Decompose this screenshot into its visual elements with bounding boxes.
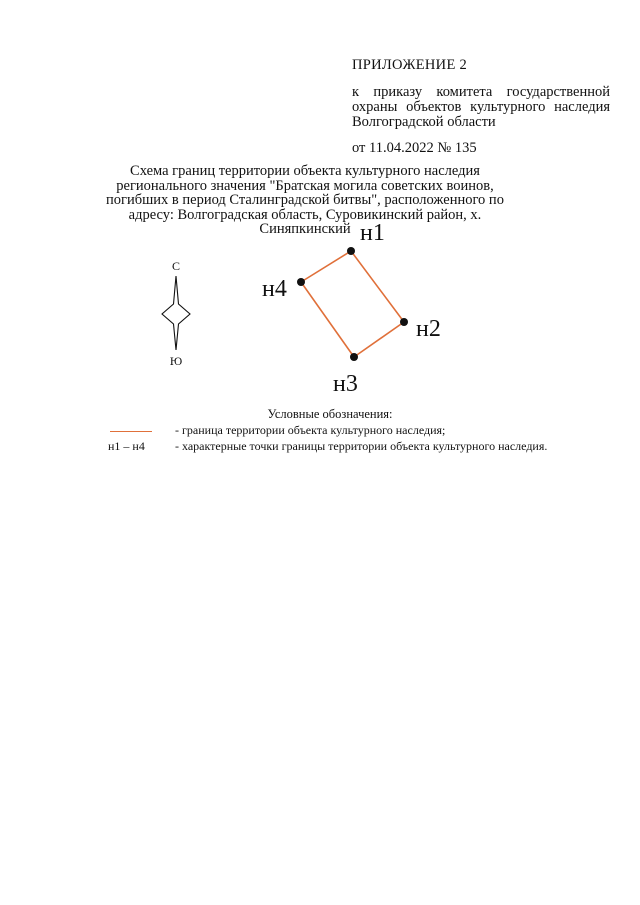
point-marker-n1 bbox=[347, 247, 355, 255]
boundary-point-labels bbox=[262, 220, 441, 397]
legend-title: Условные обозначения: bbox=[267, 407, 393, 421]
point-label-n4: н4 bbox=[262, 276, 287, 302]
point-marker-n2 bbox=[400, 318, 408, 326]
compass-star-icon bbox=[162, 276, 190, 350]
legend-line-swatch bbox=[110, 431, 152, 432]
compass-north-label: С bbox=[171, 259, 181, 273]
legend-key-line bbox=[108, 423, 172, 438]
annex-header bbox=[352, 58, 610, 156]
point-marker-n3 bbox=[350, 353, 358, 361]
annex-title: ПРИЛОЖЕНИЕ 2 bbox=[352, 57, 468, 73]
legend-row-boundary bbox=[108, 422, 445, 438]
annex-date: от 11.04.2022 № 135 bbox=[352, 140, 477, 156]
legend-points-key: н1 – н4 bbox=[108, 438, 145, 453]
boundary-points bbox=[297, 247, 408, 361]
scheme-title: Схема границ территории объекта культурного наследия регионального значения "Братская могила советских воинов, погибших в период Сталинградской битвы", расположенного по адресу: Волгоградская область, Суровикинский район, х. Синяпкинский bbox=[106, 163, 504, 237]
point-label-n2: н2 bbox=[416, 316, 441, 342]
point-marker-n4 bbox=[297, 278, 305, 286]
annex-order-reference: к приказу комитета государственной охраны объектов культурного наследия Волгоградской области bbox=[352, 84, 610, 130]
point-label-n1: н1 bbox=[360, 220, 385, 246]
legend-row-points bbox=[108, 438, 547, 454]
compass-south-label: Ю bbox=[169, 354, 183, 368]
legend-boundary-text: - граница территории объекта культурного наследия; bbox=[175, 422, 446, 437]
boundary-polygon bbox=[301, 251, 404, 357]
legend-points-text: - характерные точки границы территории объекта культурного наследия. bbox=[175, 438, 548, 453]
compass-rose bbox=[162, 259, 190, 368]
point-label-n3: н3 bbox=[333, 371, 358, 397]
